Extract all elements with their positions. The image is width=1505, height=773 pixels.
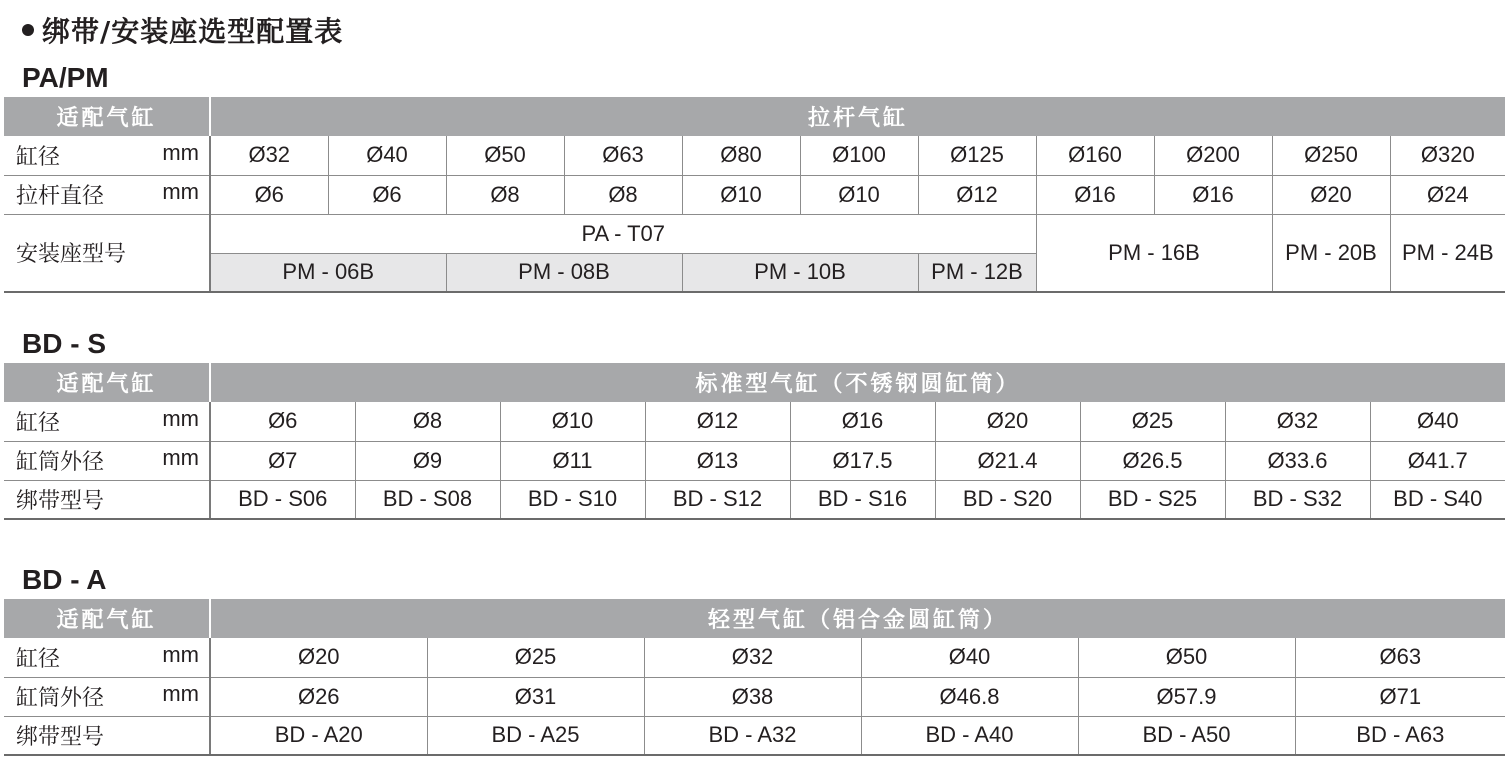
table-cell: Ø8 bbox=[564, 175, 682, 214]
table-cell: BD - A40 bbox=[861, 716, 1078, 755]
section-title-pa-pm: PA/PM bbox=[22, 62, 109, 93]
table-cell: Ø24 bbox=[1390, 175, 1505, 214]
row-label-text: 缸径 bbox=[16, 410, 61, 436]
table-cell: Ø12 bbox=[645, 402, 790, 441]
table-cell: Ø50 bbox=[1078, 638, 1295, 677]
table-cell: BD - S20 bbox=[935, 480, 1080, 519]
row-label bbox=[4, 402, 210, 441]
table-header-row bbox=[4, 97, 1505, 136]
table-cell: Ø63 bbox=[1295, 638, 1505, 677]
table-cell: Ø38 bbox=[644, 677, 861, 716]
table-cell: PM - 16B bbox=[1036, 214, 1272, 292]
table-cell: PM - 06B bbox=[210, 253, 446, 292]
row-label bbox=[4, 677, 210, 716]
bore-row bbox=[4, 402, 1505, 441]
table-header-row bbox=[4, 599, 1505, 638]
table-cell: BD - S08 bbox=[355, 480, 500, 519]
table-cell: Ø9 bbox=[355, 441, 500, 480]
page-title bbox=[22, 10, 343, 50]
table-cell: PM - 10B bbox=[682, 253, 918, 292]
table-cell: Ø32 bbox=[210, 136, 328, 175]
row-label-text: 缸筒外径 bbox=[16, 686, 105, 711]
table-cell: BD - A25 bbox=[427, 716, 644, 755]
table-cell: Ø200 bbox=[1154, 136, 1272, 175]
table-cell: BD - A63 bbox=[1295, 716, 1505, 755]
header-label: 适配气缸 bbox=[4, 97, 210, 136]
table-cell: Ø125 bbox=[918, 136, 1036, 175]
table-cell: Ø40 bbox=[328, 136, 446, 175]
table-cell: Ø20 bbox=[1272, 175, 1390, 214]
row-label bbox=[4, 136, 210, 175]
table-cell: Ø16 bbox=[790, 402, 935, 441]
row-label bbox=[4, 441, 210, 480]
table-cell: Ø6 bbox=[328, 175, 446, 214]
row-label bbox=[4, 214, 210, 292]
table-cell: BD - A20 bbox=[210, 716, 427, 755]
table-cell: Ø17.5 bbox=[790, 441, 935, 480]
section-title-bd-s: BD - S bbox=[22, 328, 106, 359]
table-cell: Ø20 bbox=[210, 638, 427, 677]
table-cell: BD - S12 bbox=[645, 480, 790, 519]
table-cell: BD - S06 bbox=[210, 480, 355, 519]
table-cell: Ø250 bbox=[1272, 136, 1390, 175]
row-label-text: 缸径 bbox=[16, 144, 61, 170]
unit-label: mm bbox=[162, 139, 199, 165]
table-cell: Ø6 bbox=[210, 402, 355, 441]
page-title-text: 绑带/安装座选型配置表 bbox=[42, 15, 344, 48]
table-cell: Ø26 bbox=[210, 677, 427, 716]
table-cell: Ø6 bbox=[210, 175, 328, 214]
table-cell: Ø16 bbox=[1036, 175, 1154, 214]
table-cell: Ø12 bbox=[918, 175, 1036, 214]
table-cell: Ø20 bbox=[935, 402, 1080, 441]
table-cell: BD - A32 bbox=[644, 716, 861, 755]
tube-row bbox=[4, 441, 1505, 480]
row-label-text: 拉杆直径 bbox=[16, 184, 105, 209]
unit-label: mm bbox=[162, 681, 199, 706]
section-title-bd-a: BD - A bbox=[22, 564, 107, 595]
table-cell: Ø25 bbox=[1080, 402, 1225, 441]
unit-label: mm bbox=[162, 641, 199, 667]
table-cell: Ø33.6 bbox=[1225, 441, 1370, 480]
table-cell: Ø32 bbox=[1225, 402, 1370, 441]
table-cell: Ø13 bbox=[645, 441, 790, 480]
header-group: 轻型气缸（铝合金圆缸筒） bbox=[210, 599, 1505, 638]
unit-label: mm bbox=[162, 405, 199, 431]
row-label bbox=[4, 175, 210, 214]
strap-row bbox=[4, 716, 1505, 755]
table-cell: BD - S16 bbox=[790, 480, 935, 519]
table-cell: Ø80 bbox=[682, 136, 800, 175]
table-cell: Ø71 bbox=[1295, 677, 1505, 716]
table-cell: PM - 20B bbox=[1272, 214, 1390, 292]
table-cell: Ø57.9 bbox=[1078, 677, 1295, 716]
header-label: 适配气缸 bbox=[4, 599, 210, 638]
pa-pm-table bbox=[4, 97, 1505, 293]
strap-row bbox=[4, 480, 1505, 519]
row-label-text: 绑带型号 bbox=[16, 488, 105, 514]
table-cell: BD - A50 bbox=[1078, 716, 1295, 755]
mount-row bbox=[4, 214, 1505, 253]
tube-row bbox=[4, 677, 1505, 716]
table-cell: Ø25 bbox=[427, 638, 644, 677]
row-label bbox=[4, 638, 210, 677]
table-cell: Ø50 bbox=[446, 136, 564, 175]
table-cell: Ø32 bbox=[644, 638, 861, 677]
table-cell: PM - 24B bbox=[1390, 214, 1505, 292]
table-cell: Ø26.5 bbox=[1080, 441, 1225, 480]
unit-label: mm bbox=[162, 445, 199, 470]
table-cell: BD - S10 bbox=[500, 480, 645, 519]
table-cell: PM - 12B bbox=[918, 253, 1036, 292]
table-cell: Ø63 bbox=[564, 136, 682, 175]
table-cell: BD - S40 bbox=[1370, 480, 1505, 519]
table-cell: Ø16 bbox=[1154, 175, 1272, 214]
table-cell: Ø40 bbox=[1370, 402, 1505, 441]
row-label-text: 绑带型号 bbox=[16, 724, 105, 750]
table-cell: BD - S25 bbox=[1080, 480, 1225, 519]
bullet-icon bbox=[22, 24, 34, 36]
table-cell: Ø31 bbox=[427, 677, 644, 716]
bd-a-table bbox=[4, 599, 1505, 756]
table-cell: Ø320 bbox=[1390, 136, 1505, 175]
table-cell: PM - 08B bbox=[446, 253, 682, 292]
unit-label: mm bbox=[162, 179, 199, 204]
table-header-row bbox=[4, 363, 1505, 402]
table-cell: Ø7 bbox=[210, 441, 355, 480]
header-label: 适配气缸 bbox=[4, 363, 210, 402]
table-cell: Ø40 bbox=[861, 638, 1078, 677]
table-cell: Ø160 bbox=[1036, 136, 1154, 175]
row-label bbox=[4, 480, 210, 519]
table-cell: Ø46.8 bbox=[861, 677, 1078, 716]
row-label bbox=[4, 716, 210, 755]
table-cell: BD - S32 bbox=[1225, 480, 1370, 519]
mount-common-cell: PA - T07 bbox=[210, 214, 1036, 253]
table-cell: Ø8 bbox=[355, 402, 500, 441]
table-cell: Ø8 bbox=[446, 175, 564, 214]
table-cell: Ø100 bbox=[800, 136, 918, 175]
table-cell: Ø11 bbox=[500, 441, 645, 480]
table-cell: Ø10 bbox=[682, 175, 800, 214]
bore-row bbox=[4, 136, 1505, 175]
row-label-text: 安装座型号 bbox=[16, 242, 127, 268]
table-cell: Ø41.7 bbox=[1370, 441, 1505, 480]
bore-row bbox=[4, 638, 1505, 677]
table-cell: Ø10 bbox=[500, 402, 645, 441]
table-cell: Ø10 bbox=[800, 175, 918, 214]
row-label-text: 缸径 bbox=[16, 646, 61, 672]
header-group: 标准型气缸（不锈钢圆缸筒） bbox=[210, 363, 1505, 402]
row-label-text: 缸筒外径 bbox=[16, 450, 105, 475]
header-group: 拉杆气缸 bbox=[210, 97, 1505, 136]
rod-row bbox=[4, 175, 1505, 214]
table-cell: Ø21.4 bbox=[935, 441, 1080, 480]
bd-s-table bbox=[4, 363, 1505, 520]
